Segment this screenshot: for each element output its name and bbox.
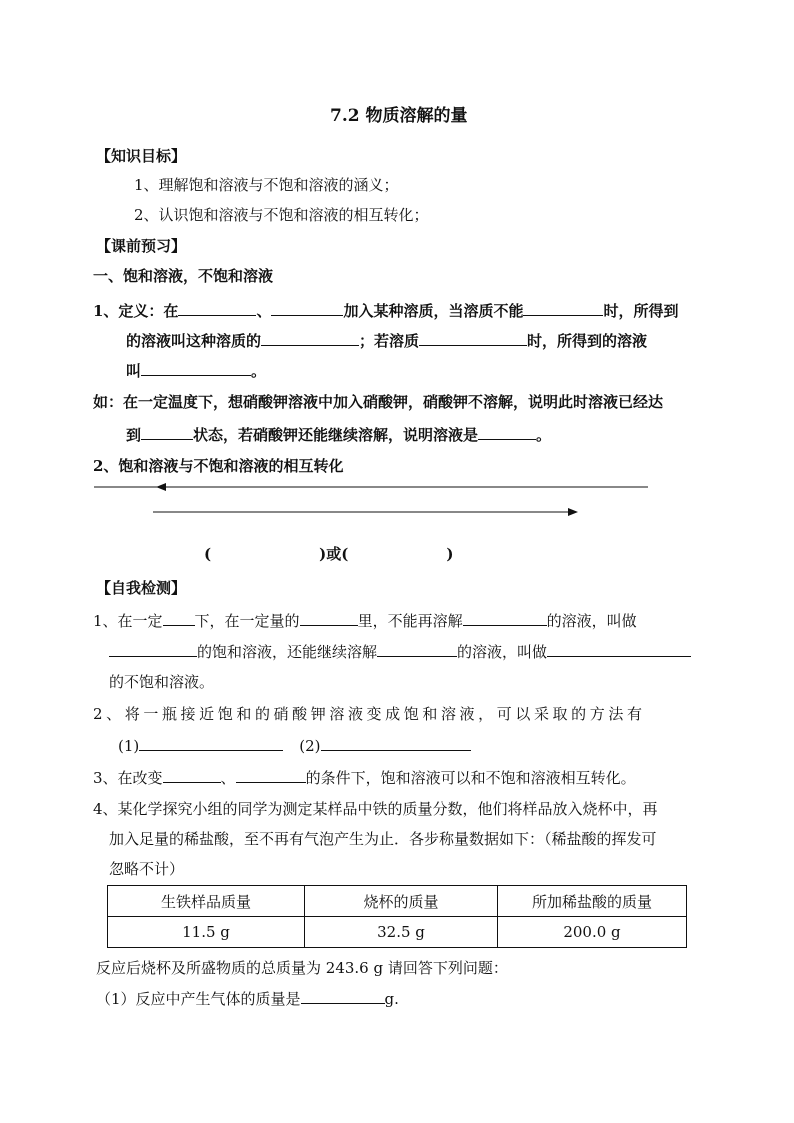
fill-blank[interactable] — [139, 735, 283, 751]
q1-line-1: 1、在一定 下，在一定量的 里，不能再溶解 的溶液，叫做 — [93, 612, 637, 630]
table-cell: 32.5 g — [305, 917, 498, 948]
q4-line-2: 加入足量的稀盐酸，至不再有气泡产生为止．各步称量数据如下：（稀盐酸的挥发可 — [109, 830, 657, 848]
fill-blank[interactable] — [109, 641, 197, 657]
fill-blank[interactable] — [523, 300, 603, 316]
table-header-cell: 烧杯的质量 — [305, 886, 498, 917]
definition-line-1: 1、定义：在 、 加入某种溶质，当溶质不能 时，所得到 — [93, 302, 679, 320]
table-cell: 200.0 g — [498, 917, 687, 948]
table-header-cell: 所加稀盐酸的质量 — [498, 886, 687, 917]
knowledge-item-2: 2、认识饱和溶液与不饱和溶液的相互转化； — [134, 206, 429, 224]
fill-blank[interactable] — [463, 610, 547, 626]
mass-data-table — [107, 885, 687, 948]
conversion-arrows — [0, 476, 794, 536]
table-cell: 11.5 g — [108, 917, 305, 948]
q3-line: 3、在改变 、 的条件下，饱和溶液可以和不饱和溶液相互转化。 — [93, 769, 636, 787]
sub-question-1: （1）反应中产生气体的质量是 g. — [96, 990, 399, 1008]
fill-blank[interactable] — [321, 735, 471, 751]
section-saturated: 一、饱和溶液，不饱和溶液 — [93, 267, 274, 285]
fill-blank[interactable] — [419, 330, 527, 346]
conversion-or-line: ( )或( ) — [204, 545, 454, 563]
table-row — [108, 917, 687, 948]
section-conversion: 2、饱和溶液与不饱和溶液的相互转化 — [93, 457, 344, 475]
fill-blank[interactable] — [300, 610, 358, 626]
table-header-cell: 生铁样品质量 — [108, 886, 305, 917]
q1-line-3: 的不饱和溶液。 — [109, 673, 215, 691]
example-line-2: 到 状态，若硝酸钾还能继续溶解，说明溶液是 。 — [126, 426, 552, 444]
definition-line-3: 叫 。 — [126, 362, 267, 380]
fill-blank[interactable] — [478, 424, 536, 440]
right-arrowhead-icon — [568, 508, 578, 516]
fill-blank[interactable] — [163, 610, 195, 626]
table-header-row — [108, 886, 687, 917]
fill-blank[interactable] — [547, 641, 691, 657]
left-arrowhead-icon — [156, 483, 166, 491]
after-reaction-text: 反应后烧杯及所盛物质的总质量为 243.6 g 请回答下列问题： — [96, 959, 508, 977]
preview-heading: 【课前预习】 — [96, 237, 187, 255]
fill-blank[interactable] — [377, 641, 457, 657]
q2-line-2: (1) (2) — [118, 735, 471, 756]
selfcheck-heading: 【自我检测】 — [96, 579, 187, 597]
q4-line-3: 忽略不计） — [109, 860, 185, 878]
fill-blank[interactable] — [178, 300, 256, 316]
fill-blank[interactable] — [261, 330, 359, 346]
q2-line-1: 2、将一瓶接近饱和的硝酸钾溶液变成饱和溶液，可以采取的方法有 — [93, 705, 646, 723]
fill-blank[interactable] — [271, 300, 343, 316]
fill-blank[interactable] — [301, 988, 385, 1004]
definition-line-2: 的溶液叫这种溶质的 ；若溶质 时，所得到的溶液 — [126, 332, 648, 350]
fill-blank[interactable] — [141, 424, 193, 440]
fill-blank[interactable] — [163, 767, 221, 783]
example-line-1: 如：在一定温度下，想硝酸钾溶液中加入硝酸钾，硝酸钾不溶解，说明此时溶液已经达 — [93, 393, 664, 411]
q1-line-2: 的饱和溶液，还能继续溶解 的溶液，叫做 — [109, 641, 691, 662]
fill-blank[interactable] — [236, 767, 306, 783]
knowledge-item-1: 1、理解饱和溶液与不饱和溶液的涵义； — [134, 176, 399, 194]
q4-line-1: 4、某化学探究小组的同学为测定某样品中铁的质量分数，他们将样品放入烧杯中，再 — [93, 800, 658, 818]
page-title: 7.2 物质溶解的量 — [330, 106, 468, 126]
knowledge-heading: 【知识目标】 — [96, 147, 187, 165]
fill-blank[interactable] — [141, 360, 251, 376]
